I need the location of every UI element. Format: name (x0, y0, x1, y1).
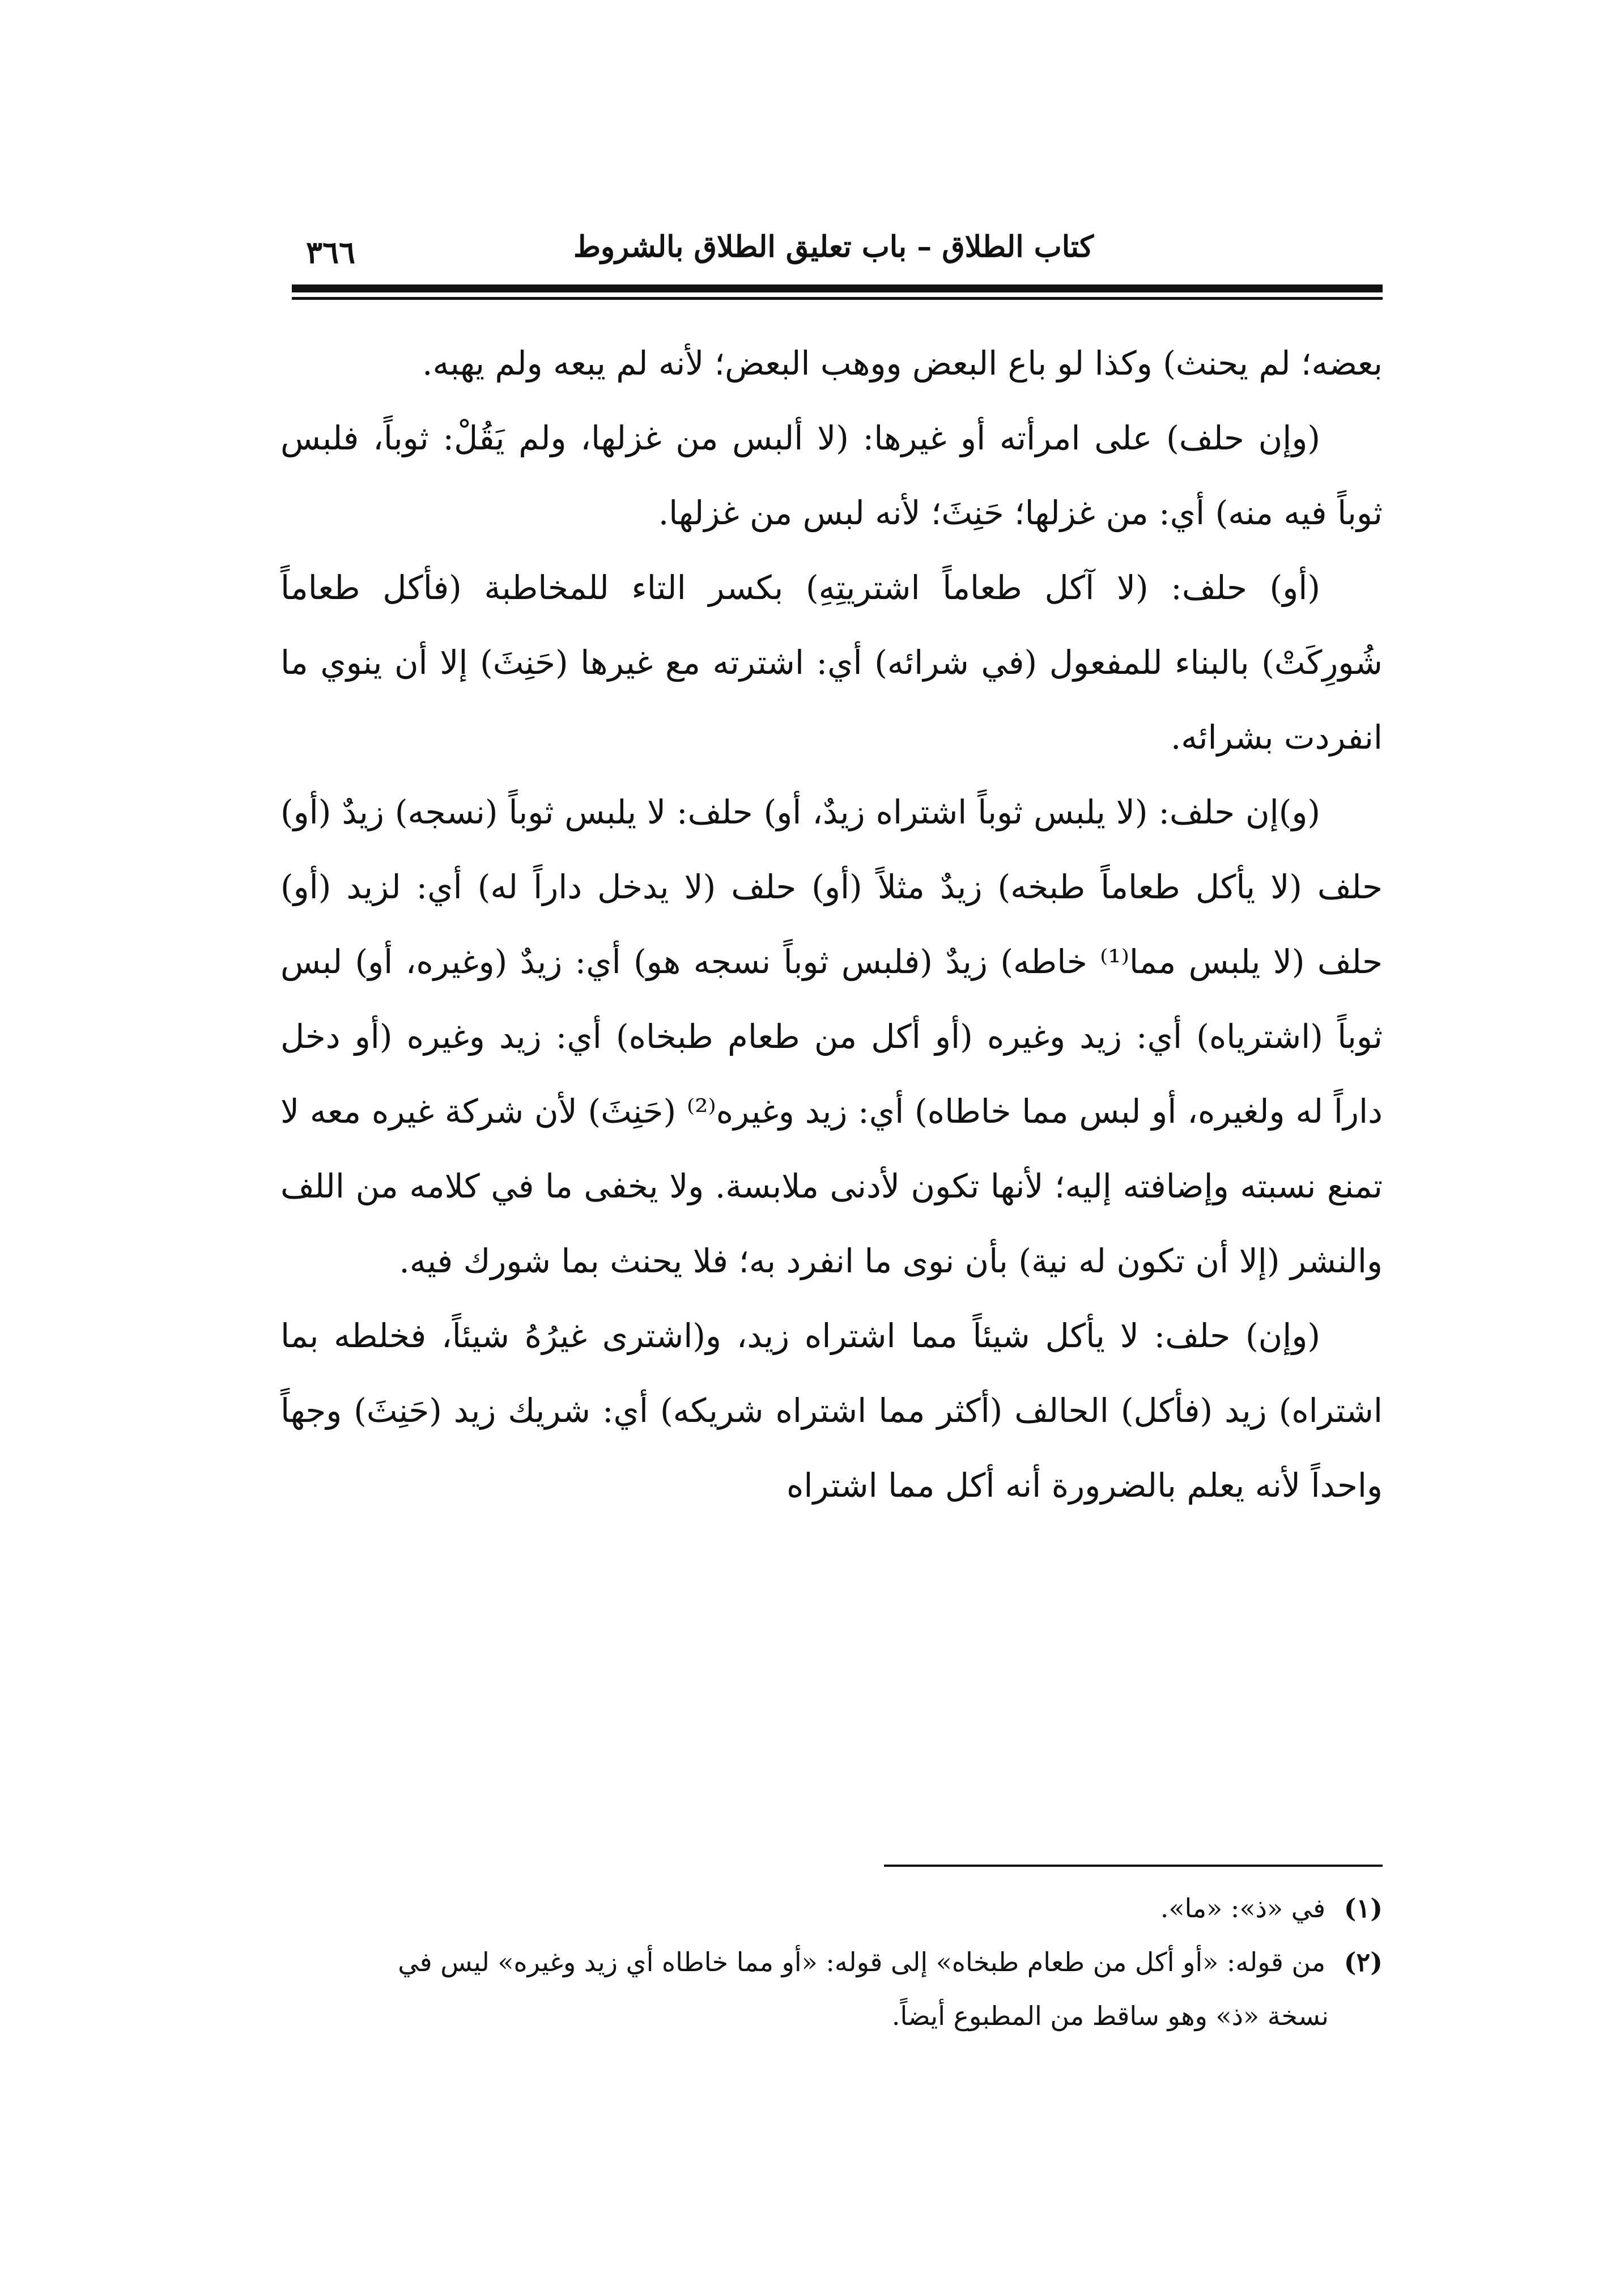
paragraph: (وإن حلف) على امرأته أو غيرها: (لا ألبس من غزلها، ولم يَقُلْ: ثوباً، فلبس ثوباً فيه منه) أي: من غزلها؛ حَنِثَ؛ لأنه لبس من غزلها. (280, 419, 1383, 532)
footnote-number: (٢) (1344, 1947, 1383, 1977)
paragraph: (وإن) حلف: لا يأكل شيئاً مما اشتراه زيد، و(اشترى غيرُهُ شيئاً، فخلطه بما اشتراه) زيد (فأكل) الحالف (أكثر مما اشتراه شريكه) أي: شريك زيد (حَنِثَ) وجهاً واحداً لأنه يعلم بالضرورة أنه أكل مما اشتراه (280, 1317, 1383, 1505)
running-header (283, 230, 1388, 281)
chapter-title: كتاب الطلاق – باب تعليق الطلاق بالشروط (573, 230, 1094, 264)
main-text (280, 326, 1383, 1523)
footnote-2 (280, 1935, 1383, 1989)
header-rule (292, 284, 1383, 307)
footnote-text: في «ذ»: «ما». (1160, 1893, 1326, 1923)
footnote-1 (280, 1882, 1383, 1935)
paragraph: (و)إن حلف: (لا يلبس ثوباً اشتراه زيدٌ، أو) حلف: لا يلبس ثوباً (نسجه) زيدٌ (أو) حلف (لا يأكل طعاماً طبخه) زيدٌ مثلاً (أو) حلف (لا يدخل داراً له) أي: لزيد (أو) حلف (لا يلبس مما⁽¹⁾ خاطه) زيدٌ (فلبس ثوباً نسجه هو) أي: زيدٌ (وغيره، أو) لبس ثوباً (اشترياه) أي: زيد وغيره (أو أكل من طعام طبخاه) أي: زيد وغيره (أو دخل داراً له ولغيره، أو لبس مما خاطاه) أي: زيد وغيره⁽²⁾ (حَنِثَ) لأن شركة غيره معه لا تمنع نسبته وإضافته إليه؛ لأنها تكون لأدنى ملابسة. ولا يخفى ما في كلامه من اللف والنشر (إلا أن تكون له نية) بأن نوى ما انفرد به؛ فلا يحنث بما شورك فيه. (280, 793, 1383, 1280)
header-rule-thick (292, 284, 1383, 292)
paragraph: بعضه؛ لم يحنث) وكذا لو باع البعض ووهب البعض؛ لأنه لم يبعه ولم يهبه. (422, 344, 1383, 383)
footnote-number: (١) (1344, 1893, 1383, 1923)
paragraph: (أو) حلف: (لا آكل طعاماً اشتريتِهِ) بكسر التاء للمخاطبة (فأكل طعاماً شُورِكَتْ) بالبناء للمفعول (في شرائه) أي: اشترته مع غيرها (حَنِثَ) إلا أن ينوي ما انفردت بشرائه. (280, 568, 1383, 757)
footnote-2-continuation: نسخة «ذ» وهو ساقط من المطبوع أيضاً. (891, 2001, 1329, 2031)
footnote-separator (884, 1865, 1383, 1867)
footnote-text: من قوله: «أو أكل من طعام طبخاه» إلى قوله: «أو مما خاطاه أي زيد وغيره» ليس في (398, 1947, 1326, 1977)
footnotes (280, 1882, 1383, 2043)
header-rule-thin (292, 297, 1383, 300)
page-number: ٣٦٦ (306, 234, 356, 270)
